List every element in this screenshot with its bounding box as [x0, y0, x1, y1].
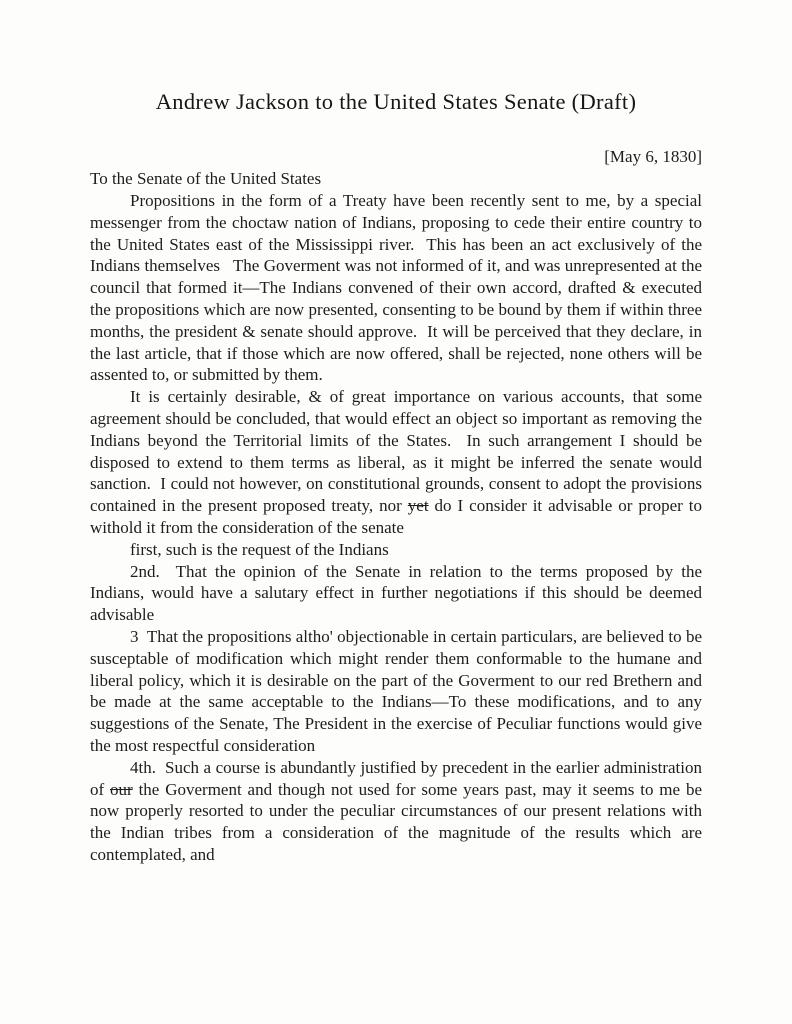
paragraph-text: Propositions in the form of a Treaty have been recently sent to me, by a special messenger from the choctaw nation of Indians, proposing to cede their entire country to the United States east of the Mississippi river. This has been an act exclusively of the Indians themselves The Goverment was not informed of it, and was unrepresented at the council that formed it—The Indians convened of their own accord, drafted & executed the propositions which are now presented, consenting to be bound by them if within three months, the president & senate should approve. It will be perceived that they declare, in the last article, that if those which are now offered, shall be rejected, none others will be assented to, or submitted by them. [90, 191, 702, 385]
paragraph [90, 757, 702, 866]
document-title: Andrew Jackson to the United States Senate (Draft) [155, 89, 637, 114]
paragraph-text: 2nd. That the opinion of the Senate in relation to the terms proposed by the Indians, would have a salutary effect in further negotiations if this should be deemed advisable [90, 561, 702, 625]
paragraph [90, 561, 702, 626]
salutation: To the Senate of the United States [90, 169, 322, 188]
paragraph [90, 190, 702, 386]
document-body [90, 190, 702, 866]
struck-word: yet [407, 496, 429, 516]
paragraph-text: the Goverment and though not used for some years past, may it seems to me be now properly resorted to under the peculiar circumstances of our present relations with the Indian tribes from a consideration of the magnitude of the results which are contemplated, and [90, 779, 702, 864]
paragraph-text: 4th. Such a course is abundantly justified by precedent in the earlier administration of [90, 757, 702, 799]
paragraph [90, 539, 702, 561]
paragraph-text: first, such is the request of the Indians [130, 539, 389, 559]
paragraph-text: 3 That the propositions altho' objectionable in certain particulars, are believed to be susceptable of modification which might render them conformable to the humane and liberal policy, which it is desirable on the part of the Goverment to our red Brethern and be made at the same acceptable to the Indians—To these modifications, and to any suggestions of the Senate, The President in the exercise of Peculiar functions would give the most respectful consideration [90, 626, 702, 755]
paragraph-text: It is certainly desirable, & of great importance on various accounts, that some agreement should be concluded, that would effect an object so important as removing the Indians beyond the Territorial limits of the States. In such arrangement I should be disposed to extend to them terms as liberal, as it might be inferred the senate would sanction. I could not however, on constitutional grounds, consent to adopt the provisions contained in the present proposed treaty, nor [90, 387, 702, 516]
paragraph-text: do I consider it advisable or proper to withold it from the consideration of the senate [90, 496, 702, 537]
paragraph [90, 626, 702, 757]
paragraph [90, 386, 702, 539]
document-date: [May 6, 1830] [604, 147, 702, 166]
struck-word: our [110, 779, 133, 799]
